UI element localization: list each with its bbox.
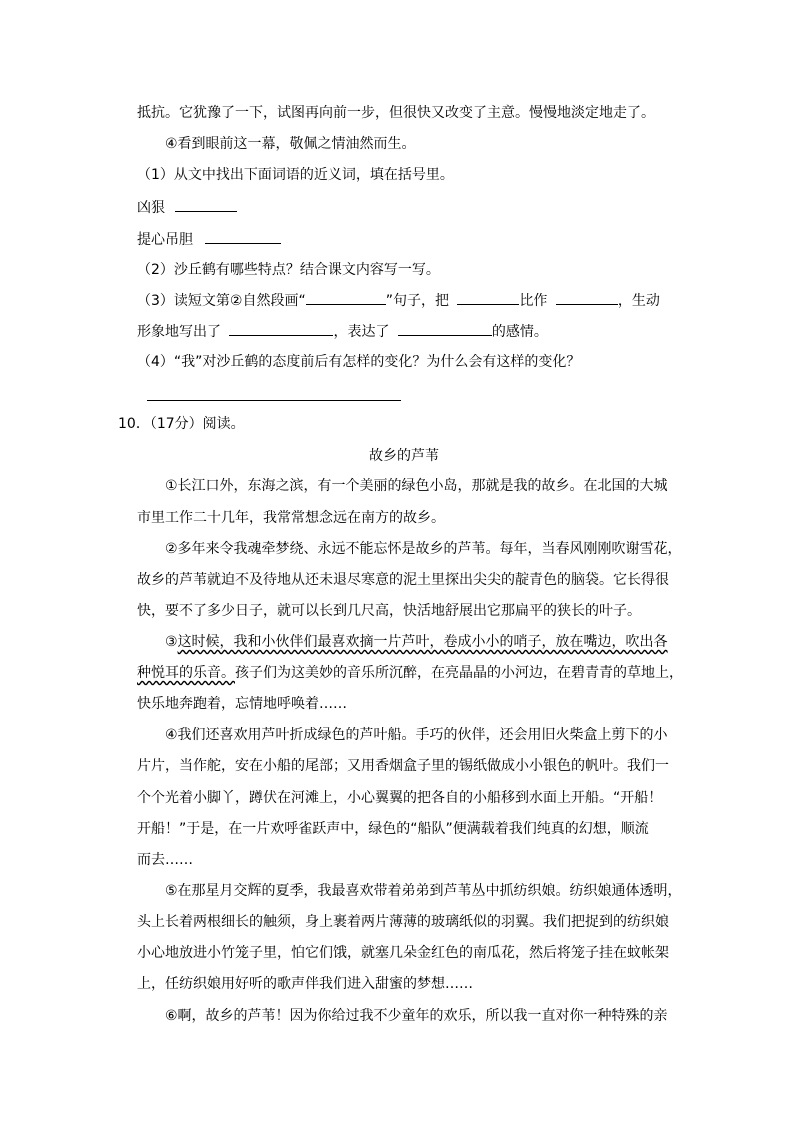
passage-line: 快乐地奔跑着，忘情地呼唤着…… xyxy=(137,696,347,712)
q10-header: 10．（17分）阅读。 xyxy=(118,416,245,432)
passage-line: 头上长着两根细长的触须，身上裹着两片薄薄的玻璃纸似的羽翼。我们把捉到的纺织娘 xyxy=(137,914,669,930)
underlined-sentence: 种悦耳的乐音。 xyxy=(137,665,235,681)
passage-line: 快，要不了多少日子，就可以长到几尺高，快活地舒展出它那扁平的狭长的叶子。 xyxy=(137,603,641,619)
passage-line: 片片，当作舵，安在小船的尾部；又用香烟盒子里的锡纸做成小小银色的帆叶。我们一 xyxy=(137,758,669,774)
text: （3）读短文第②自然段画“ xyxy=(137,293,306,309)
underlined-sentence: 这时候，我和小伙伴们最喜欢摘一片芦叶，卷成小小的哨子，放在嘴边，吹出各 xyxy=(177,634,668,650)
answer-blank[interactable] xyxy=(556,290,618,305)
passage-line: 个个光着小脚丫，蹲伏在河滩上，小心翼翼的把各自的小船移到水面上开船。“开船！ xyxy=(137,790,663,806)
passage-line: ①长江口外，东海之滨，有一个美丽的绿色小岛，那就是我的故乡。在北国的大城 xyxy=(165,478,668,494)
passage-title: 故乡的芦苇 xyxy=(369,448,439,464)
passage-line: ⑤在那星月交辉的夏季，我最喜欢带着弟弟到芦苇丛中抓纺织娘。纺织娘通体透明， xyxy=(165,883,682,899)
answer-line[interactable] xyxy=(147,400,401,401)
text: 孩子们为这美妙的音乐所沉醉，在亮晶晶的小河边，在碧青青的草地上， xyxy=(235,665,683,681)
passage-line: 上，任纺织娘用好听的歌声伴我们进入甜蜜的梦想…… xyxy=(137,976,473,992)
passage-line: ④我们还喜欢用芦叶折成绿色的芦叶船。手巧的伙伴，还会用旧火柴盒上剪下的小 xyxy=(165,727,668,743)
q9-word2-row xyxy=(137,229,281,250)
passage-line xyxy=(165,632,668,652)
q9-sub3-line1 xyxy=(137,290,660,311)
passage-line xyxy=(137,663,683,683)
text: ”句子，把 xyxy=(385,293,449,309)
text: 的感情。 xyxy=(491,324,548,340)
answer-blank[interactable] xyxy=(457,290,519,305)
passage-line: 开船！”于是，在一片欢呼雀跃声中，绿色的“船队”便满载着我们纯真的幻想，顺流 xyxy=(137,821,649,837)
text: ，表达了 xyxy=(333,324,390,340)
text: 比作 xyxy=(519,293,548,309)
passage-line: 故乡的芦苇就迫不及待地从还未退尽寒意的泥土里探出尖尖的靛青色的脑袋。它长得很 xyxy=(137,572,669,588)
q9-word2: 提心吊胆 xyxy=(137,232,193,248)
q9-word1-row xyxy=(137,197,237,218)
q9-sub2-prompt: （2）沙丘鹤有哪些特点？结合课文内容写一写。 xyxy=(137,262,440,278)
q9-word1: 凶狠 xyxy=(137,200,165,216)
answer-blank[interactable] xyxy=(306,290,386,305)
answer-blank[interactable] xyxy=(398,321,492,336)
continued-text-line: 抵抗。它犹豫了一下，试图再向前一步，但很快又改变了主意。慢慢地淡定地走了。 xyxy=(137,105,655,121)
passage-line: ②多年来令我魂牵梦绕、永远不能忘怀是故乡的芦苇。每年，当春风刚刚吹谢雪花， xyxy=(165,541,682,557)
q9-sub3-line2 xyxy=(137,321,548,342)
q9-sub1-prompt: （1）从文中找出下面词语的近义词，填在括号里。 xyxy=(137,167,454,183)
answer-blank[interactable] xyxy=(205,229,281,244)
passage-line: 小心地放进小竹笼子里，怕它们饿，就塞几朵金红色的南瓜花，然后将笼子挂在蚊帐架 xyxy=(137,945,669,961)
passage-line: ⑥啊，故乡的芦苇！因为你给过我不少童年的欢乐，所以我一直对你一种特殊的亲 xyxy=(165,1008,668,1024)
passage-line: 而去…… xyxy=(137,852,193,868)
passage-line: 市里工作二十几年，我常常想念远在南方的故乡。 xyxy=(137,510,445,526)
answer-blank[interactable] xyxy=(175,197,237,212)
text: ，生动 xyxy=(617,293,660,309)
paragraph-number: ③ xyxy=(165,634,178,650)
text: 形象地写出了 xyxy=(137,324,221,340)
answer-blank[interactable] xyxy=(229,321,333,336)
q9-sub4-prompt: （4）“我”对沙丘鹤的态度前后有怎样的变化？为什么会有这样的变化？ xyxy=(137,354,581,370)
continued-text-line: ④看到眼前这一幕，敬佩之情油然而生。 xyxy=(165,136,416,152)
